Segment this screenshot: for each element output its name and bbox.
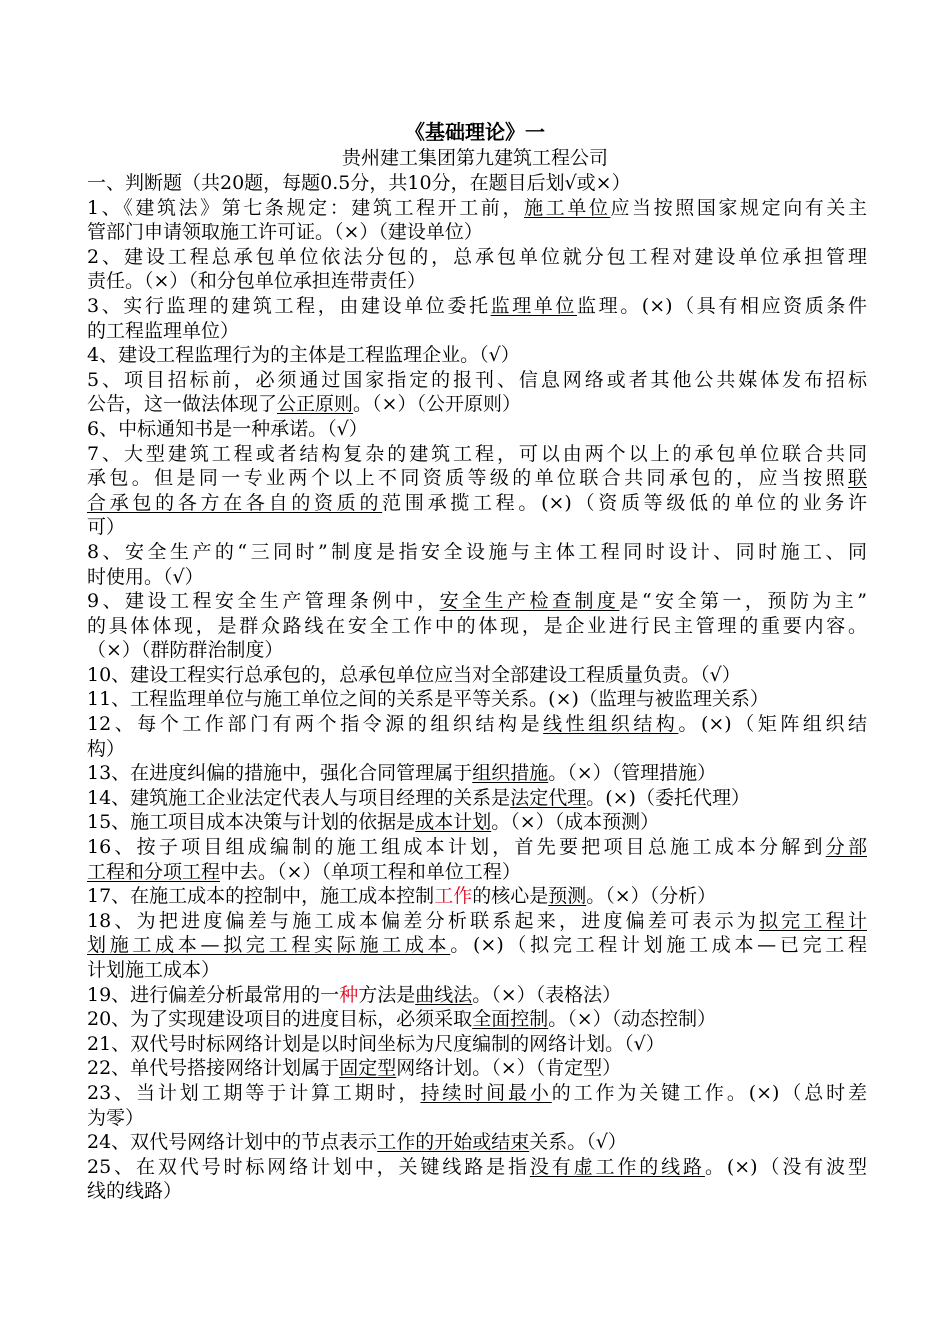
text-line: [87, 294, 867, 319]
text-segment: 线的线路）: [87, 1180, 183, 1203]
text-line: [87, 466, 867, 491]
text-segment: 。（×）（成本预测）: [491, 811, 660, 834]
text-segment: 8、安全生产的“三同时”制度是指安全设施与主体工程同时设计、同时施工、同: [87, 540, 867, 563]
text-segment: 的工作为关键工作。(×)（总时差: [551, 1081, 867, 1104]
text-segment: 范围承揽工程。(×)（资质等级低的单位的业务许: [382, 491, 867, 514]
text-segment: 3、实行监理的建筑工程，由建设单位委托: [87, 294, 491, 317]
text-line: [87, 515, 867, 540]
text-line: [87, 196, 867, 221]
text-line: [87, 737, 867, 762]
text-segment: 9、建设工程安全生产管理条例中，: [87, 590, 440, 613]
text-segment: 责任。（×）（和分包单位承担连带责任）: [87, 270, 426, 293]
text-segment: 监理。(×)（具有相应资质条件: [577, 294, 867, 317]
text-segment: 11、工程监理单位与施工单位之间的关系是平等关系。(×)（监理与被监理关系）: [87, 688, 769, 711]
text-segment: 10、建设工程实行总承包的，总承包单位应当对全部建设工程质量负责。（√）: [87, 663, 741, 686]
text-segment: 。（×）（管理措施）: [548, 762, 717, 785]
underlined-answer: 公正原则: [277, 393, 354, 416]
text-line: [87, 343, 867, 368]
underlined-answer: 全面控制: [472, 1008, 549, 1031]
text-line: [87, 958, 867, 983]
text-segment: 的核心是: [472, 885, 549, 908]
text-segment: 为零）: [87, 1106, 145, 1129]
underlined-answer: 工作的开始或结束: [377, 1131, 530, 1154]
text-segment: 22、单代号搭接网络计划属于: [87, 1057, 340, 1080]
text-line: [87, 368, 867, 393]
underlined-answer: 持续时间最小: [420, 1081, 552, 1104]
underlined-answer: 划施工成本—拟完工程实际施工成本: [87, 934, 451, 957]
text-segment: 19、进行偏差分析最常用的一: [87, 983, 340, 1006]
text-line: [87, 442, 867, 467]
section-heading: 一、判断题（共20题，每题0.5分，共10分，在题目后划√或×）: [87, 172, 631, 194]
text-segment: 。(×)（委托代理）: [586, 786, 750, 809]
text-segment: 是“安全第一，预防为主”: [619, 590, 867, 613]
text-segment: 12、每个工作部门有两个指令源的组织结构是: [87, 713, 544, 736]
underlined-answer: 施工单位: [524, 196, 611, 219]
text-segment: 13、在进度纠偏的措施中，强化合同管理属于: [87, 762, 473, 785]
underlined-answer: 曲线法: [415, 983, 473, 1006]
text-segment: 16、按子项目组成编制的施工组成本计划，首先要把项目总施工成本分解到: [87, 836, 826, 859]
text-segment: 6、中标通知书是一种承诺。（√）: [87, 417, 368, 440]
text-line: [87, 1106, 867, 1131]
text-line: [87, 687, 867, 712]
text-segment: 方法是: [358, 983, 416, 1006]
text-line: [87, 245, 867, 270]
text-segment: 21、双代号时标网络计划是以时间坐标为尺度编制的网络计划。（√）: [87, 1032, 665, 1055]
text-line: [87, 614, 867, 639]
text-segment: 17、在施工成本的控制中，施工成本控制: [87, 885, 435, 908]
text-segment: 。(×)（拟完工程计划施工成本—已完工程: [450, 934, 867, 957]
underlined-answer: 组织措施: [472, 762, 549, 785]
underlined-answer: 法定代理: [510, 786, 587, 809]
text-segment: 。（×）（动态控制）: [548, 1008, 717, 1031]
text-line: [87, 1056, 867, 1081]
underlined-answer: 固定型: [339, 1057, 397, 1080]
text-segment: 的工程监理单位）: [87, 319, 240, 342]
text-segment: 7、大型建筑工程或者结构复杂的建筑工程，可以由两个以上的承包单位联合共同: [87, 442, 867, 465]
underlined-answer: 联: [847, 467, 867, 490]
text-line: [87, 1032, 867, 1057]
question-lines: [87, 196, 867, 1204]
text-line: [87, 638, 867, 663]
text-segment: 4、建设工程监理行为的主体是工程监理企业。（√）: [87, 344, 520, 367]
text-segment: 25、在双代号时标网络计划中，关键线路是指: [87, 1155, 530, 1178]
text-line: [87, 491, 867, 516]
text-line: [87, 417, 867, 442]
text-segment: 管部门申请领取施工许可证。（×）（建设单位）: [87, 221, 483, 244]
highlighted-word: 工作: [434, 885, 473, 908]
text-segment: 2、建设工程总承包单位依法分包的，总承包单位就分包工程对建设单位承担管理: [87, 245, 867, 268]
text-line: [87, 1179, 867, 1204]
text-segment: 构）: [87, 737, 126, 760]
text-line: [87, 1155, 867, 1180]
text-line: [87, 835, 867, 860]
highlighted-word: 种: [339, 983, 359, 1006]
text-segment: 中去。（×）（单项工程和单位工程）: [220, 860, 521, 883]
underlined-answer: 成本计划: [415, 811, 492, 834]
text-line: [87, 1081, 867, 1106]
underlined-answer: 工程和分项工程: [87, 860, 221, 883]
text-line: [87, 540, 867, 565]
text-line: [87, 565, 867, 590]
text-line: [87, 1007, 867, 1032]
underlined-answer: 监理单位: [490, 294, 577, 317]
text-line: [87, 712, 867, 737]
underlined-answer: 安全生产检查制度: [439, 590, 620, 613]
text-segment: 的具体体现，是群众路线在安全工作中的体现，是企业进行民主管理的重要内容。: [87, 614, 867, 637]
text-line: [87, 933, 867, 958]
underlined-answer: 拟完工程计: [759, 909, 867, 932]
underlined-answer: 合承包的各方在各自的资质的: [87, 491, 383, 514]
text-segment: 。（×）（公开原则）: [353, 393, 521, 416]
text-line: [87, 1130, 867, 1155]
text-segment: 20、为了实现建设项目的进度目标，必须采取: [87, 1008, 473, 1031]
text-segment: 时使用。（√）: [87, 565, 204, 588]
text-line: [87, 220, 867, 245]
text-segment: 。（×）（分析）: [586, 885, 717, 908]
text-line: [87, 909, 867, 934]
underlined-answer: 预测: [548, 885, 587, 908]
company-name: 贵州建工集团第九建筑工程公司: [341, 147, 608, 169]
document-title: 《基础理论》一: [405, 120, 545, 144]
text-line: [87, 392, 867, 417]
text-line: [87, 860, 867, 885]
text-line: [87, 761, 867, 786]
text-segment: 18、为把进度偏差与施工成本偏差分析联系起来，进度偏差可表示为: [87, 909, 760, 932]
text-segment: 1、《建筑法》第七条规定：建筑工程开工前，: [87, 196, 525, 219]
text-line: [87, 786, 867, 811]
underlined-answer: 线性组织结构: [543, 713, 679, 736]
underlined-answer: 没有虚工作的线路: [529, 1155, 705, 1178]
text-segment: 。(×)（没有波型: [704, 1155, 867, 1178]
text-segment: 。(×)（矩阵组织结: [678, 713, 867, 736]
underlined-answer: 分部: [825, 836, 867, 859]
question-list: [87, 171, 867, 1204]
text-segment: 网络计划。（×）（肯定型）: [396, 1057, 622, 1080]
text-segment: 15、施工项目成本决策与计划的依据是: [87, 811, 416, 834]
text-segment: （×）（群防群治制度）: [87, 639, 284, 662]
text-segment: 计划施工成本）: [87, 959, 221, 981]
text-line: [87, 810, 867, 835]
text-line: [87, 269, 867, 294]
text-segment: 24、双代号网络计划中的节点表示: [87, 1131, 378, 1154]
text-segment: 关系。（√）: [529, 1131, 627, 1154]
text-segment: 应当按照国家规定向有关主: [610, 196, 867, 219]
text-segment: 5、项目招标前，必须通过国家指定的报刊、信息网络或者其他公共媒体发布招标: [87, 368, 867, 391]
text-segment: 14、建筑施工企业法定代表人与项目经理的关系是: [87, 786, 511, 809]
text-segment: 可）: [87, 516, 126, 539]
text-segment: 公告，这一做法体现了: [87, 393, 278, 416]
text-line: [87, 884, 867, 909]
text-line: [87, 663, 867, 688]
text-line: [87, 983, 867, 1008]
text-segment: 。（×）（表格法）: [472, 983, 622, 1006]
text-line: [87, 589, 867, 614]
text-segment: 23、当计划工期等于计算工期时，: [87, 1081, 421, 1104]
text-segment: 承包。但是同一专业两个以上不同资质等级的单位联合共同承包的，应当按照: [87, 467, 848, 490]
text-line: [87, 319, 867, 344]
